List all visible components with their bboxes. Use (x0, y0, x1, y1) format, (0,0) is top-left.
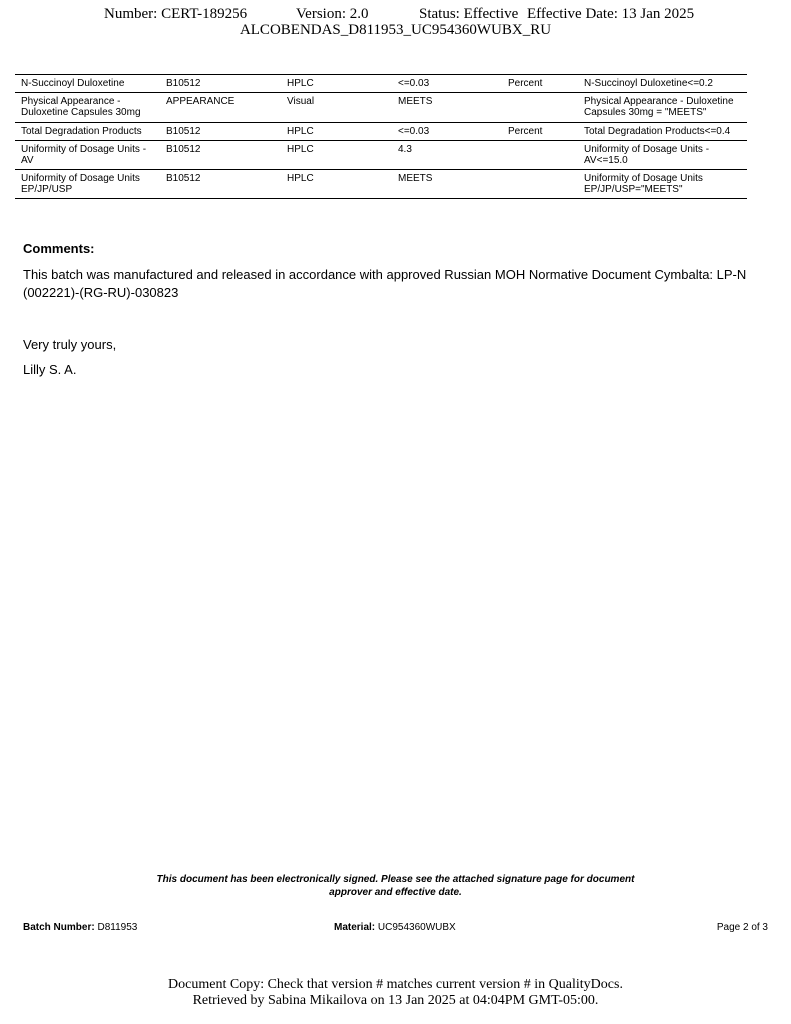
batch-number (23, 922, 137, 933)
comments-heading: Comments: (23, 241, 95, 256)
method-id: B10512 (166, 78, 201, 89)
result-unit (502, 141, 578, 170)
comments-body: This batch was manufactured and released in accordance with approved Russian MOH Normative Document Cymbalta: LP-N (002221)-(RG-RU)-030823 (23, 267, 747, 300)
technique: HPLC (287, 173, 314, 184)
esignature-notice-text: This document has been electronically signed. Please see the attached signature page for document approver and effective date. (156, 874, 635, 898)
result-value: 4.3 (398, 144, 412, 155)
table-row (15, 170, 747, 199)
specification: N-Succinoyl Duloxetine<=0.2 (584, 78, 713, 89)
batch-number-value: D811953 (97, 922, 138, 933)
document-copy-line1: Document Copy: Check that version # matches current version # in QualityDocs. (168, 977, 623, 992)
test-name: N-Succinoyl Duloxetine (21, 78, 125, 89)
table-row (15, 75, 747, 93)
result-unit (502, 93, 578, 123)
material-label: Material: (334, 922, 376, 933)
method-id: B10512 (166, 126, 201, 137)
status-label: Status: Effective (419, 6, 519, 22)
technique: Visual (287, 96, 315, 107)
table-row (15, 93, 747, 123)
method-id: B10512 (166, 144, 201, 155)
method-id: B10512 (166, 173, 201, 184)
version-label: Version: 2.0 (296, 6, 369, 22)
technique: HPLC (287, 78, 314, 89)
effective-date: Effective Date: 13 Jan 2025 (527, 6, 695, 22)
document-copy-notice (0, 977, 791, 1009)
material-value: UC954360WUBX (377, 922, 456, 933)
material (334, 922, 456, 933)
technique: HPLC (287, 126, 314, 137)
signer-name: Lilly S. A. (23, 362, 77, 377)
batch-number-label: Batch Number: (23, 922, 95, 933)
result-unit: Percent (508, 78, 543, 89)
result-value: <=0.03 (398, 78, 430, 89)
closing-salutation: Very truly yours, (23, 337, 117, 352)
result-unit (502, 170, 578, 199)
specification: Uniformity of Dosage Units EP/JP/USP="MEETS" (584, 173, 703, 195)
test-name: Physical Appearance - Duloxetine Capsules 30mg (21, 96, 141, 118)
test-name: Uniformity of Dosage Units EP/JP/USP (21, 173, 140, 195)
specification: Uniformity of Dosage Units - AV<=15.0 (584, 144, 710, 166)
method-id: APPEARANCE (166, 96, 235, 107)
esignature-notice (0, 873, 791, 899)
document-copy-line2: Retrieved by Sabina Mikailova on 13 Jan 2025 at 04:04PM GMT-05:00. (192, 993, 599, 1008)
result-value: MEETS (398, 96, 433, 107)
page-number: Page 2 of 3 (716, 922, 768, 933)
result-value: MEETS (398, 173, 433, 184)
certificate-number: Number: CERT-189256 (104, 6, 248, 22)
table-row (15, 123, 747, 141)
specification: Physical Appearance - Duloxetine Capsules 30mg = "MEETS" (584, 96, 734, 118)
document-id: ALCOBENDAS_D811953_UC954360WUBX_RU (239, 22, 552, 38)
result-unit: Percent (508, 126, 543, 137)
result-value: <=0.03 (398, 126, 430, 137)
technique: HPLC (287, 144, 314, 155)
test-name: Total Degradation Products (21, 126, 142, 137)
test-results-table (15, 74, 747, 199)
specification: Total Degradation Products<=0.4 (584, 126, 731, 137)
table-row (15, 141, 747, 170)
test-name: Uniformity of Dosage Units - AV (21, 144, 147, 166)
